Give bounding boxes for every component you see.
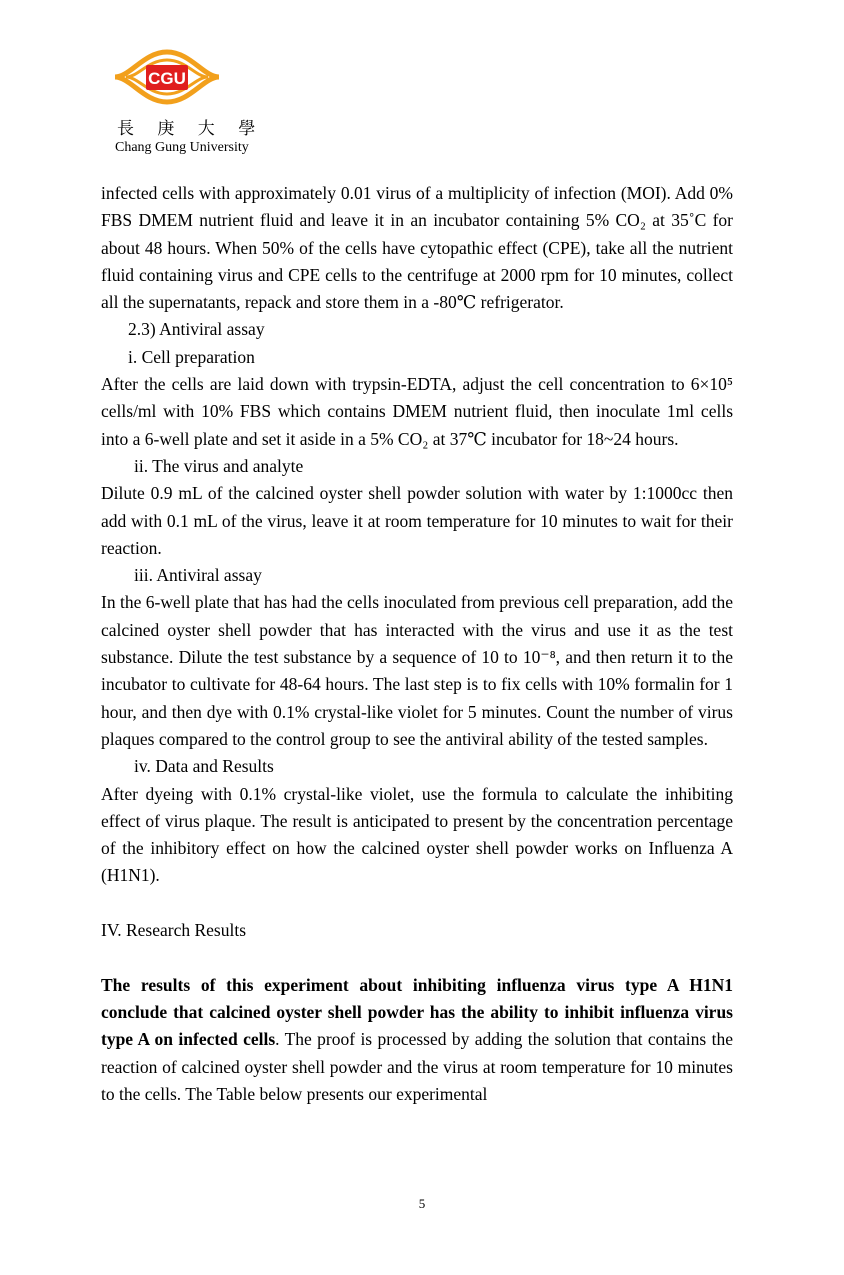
page-number: 5: [418, 1196, 426, 1211]
subheading-cell-preparation: i. Cell preparation: [128, 346, 255, 367]
logo-monogram: CGU: [148, 69, 186, 88]
paragraph-virus-preparation: infected cells with approximately 0.01 virus of a multiplicity of infection (MOI). Add 0% FBS DMEM nutrient fluid and leave it in an incubator containing 5% CO₂ at 35˚C for about 48 hours. When 50% of the cells have cytopathic effect (CPE), take all the nutrient fluid containing virus and CPE cells to the centrifuge at 2000 rpm for 10 minutes, collect all the supernatants, repack and store them in a -80℃ refrigerator.: [101, 183, 733, 313]
subheading-data-results: iv. Data and Results: [134, 756, 274, 777]
paragraph-cell-preparation: After the cells are laid down with trypsin-EDTA, adjust the cell concentration to 6×10⁵ cells/ml with 10% FBS which contains DMEM nutrient fluid, then inoculate 1ml cells into a 6-well plate and set it aside in a 5% CO₂ at 37℃ incubator for 18~24 hours.: [101, 374, 733, 449]
university-name-cjk: 長 庚 大 學: [117, 119, 265, 139]
spacer: [101, 944, 733, 971]
paragraph-data-results: After dyeing with 0.1% crystal-like violet, use the formula to calculate the inhibiting effect of virus plaque. The result is anticipated to present by the concentration percentage of the inhibitory effect on how the calcined oyster shell powder works on Influenza A (H1N1).: [101, 783, 733, 886]
subheading-virus-analyte: ii. The virus and analyte: [134, 455, 304, 476]
university-logo: [112, 44, 265, 162]
paragraph-research-results: [101, 972, 733, 1108]
paragraph-antiviral-assay: In the 6-well plate that has had the cells inoculated from previous cell preparation, add the calcined oyster shell powder that has interacted with the virus and use it as the test substance. Dilute the test substance by a sequence of 10 to 10⁻⁸, and then return it to the incubator to cultivate for 48-64 hours. The last step is to fix cells with 10% formalin for 1 hour, and then dye with 0.1% crystal-like violet for 5 minutes. Count the number of virus plaques compared to the control group to see the antiviral ability of the tested samples.: [101, 592, 733, 749]
section-heading-research-results: IV. Research Results: [101, 920, 246, 941]
university-name-en: Chang Gung University: [115, 140, 249, 155]
results-text: . The proof is processed by adding the solution that contains the reaction of calcined oyster shell powder and the virus at room temperature for 10 minutes to the cells. The Table below presents our experimental: [101, 1029, 733, 1104]
document-body: [101, 180, 733, 1108]
paragraph-virus-analyte: Dilute 0.9 mL of the calcined oyster shell powder solution with water by 1:1000cc then add with 0.1 mL of the virus, leave it at room temperature for 10 minutes to wait for their reaction.: [101, 483, 733, 558]
subheading-antiviral-assay: 2.3) Antiviral assay: [128, 319, 265, 340]
cgu-emblem-icon: [112, 44, 222, 110]
subheading-antiviral-assay-step: iii. Antiviral assay: [134, 565, 262, 586]
spacer: [101, 890, 733, 917]
results-emphasis: The results of this experiment about inhibiting influenza virus type A H1N1 conclude that calcined oyster shell powder has the ability to inhibit influenza virus type A on infected cells: [101, 974, 733, 1050]
